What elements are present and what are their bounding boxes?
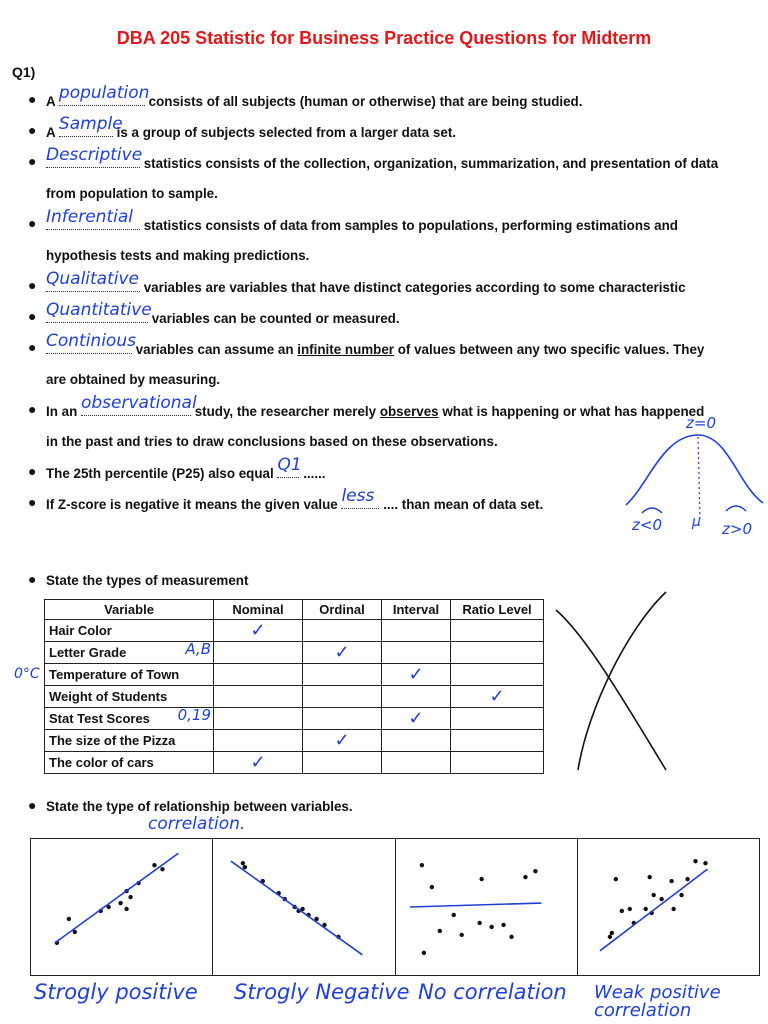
definition-line (46, 114, 456, 140)
line-text: variables can be counted or measured. (151, 311, 400, 326)
line-prefix: If Z-score is negative it means the given value (46, 497, 338, 512)
bullet-dot: ● (28, 215, 37, 231)
checkmark-cell (214, 730, 303, 752)
bell-label-top: z=0 (686, 414, 716, 432)
variable-cell (45, 752, 214, 774)
definition-line (46, 145, 719, 171)
handwritten-answer: Descriptive (46, 145, 143, 165)
variable-name: Stat Test Scores (49, 711, 150, 726)
answer-blank (58, 114, 123, 137)
bullet-dot: ● (28, 122, 37, 138)
handwritten-answer: Qualitative (46, 269, 140, 289)
variable-cell (45, 708, 214, 730)
answer-blank (277, 455, 302, 478)
checkmark-cell (451, 620, 544, 642)
bullet-dot: ● (28, 463, 37, 479)
caption-plot-1: Strogly positive (34, 980, 198, 1004)
variable-name: Weight of Students (49, 689, 168, 704)
line-prefix: A (46, 94, 56, 109)
definition-line (46, 207, 678, 233)
scatter-plot-strong-negative (213, 839, 395, 975)
checkmark-cell: ✓ (214, 620, 303, 642)
bullet-dot: ● (28, 277, 37, 293)
line-text: of values between any two specific values. They (397, 342, 705, 357)
bullet-dot: ● (28, 571, 37, 587)
line-text: from population to sample. (46, 186, 218, 201)
variable-cell (45, 642, 214, 664)
bell-label-mid: μ (692, 514, 701, 530)
definition-line (46, 300, 400, 326)
bell-label-right: z>0 (722, 520, 752, 538)
checkmark-cell: ✓ (451, 686, 544, 708)
checkmark-cell (382, 752, 451, 774)
caption-plot-4: Weak positive correlation (594, 982, 721, 1021)
question-label: Q1) (12, 64, 36, 80)
column-header: Ordinal (303, 600, 382, 620)
handwritten-answer: Q1 (277, 455, 302, 475)
answer-blank (46, 269, 140, 292)
checkmark-cell: ✓ (382, 664, 451, 686)
variable-name: Letter Grade (49, 645, 127, 660)
handwritten-answer: observational (80, 393, 197, 413)
answer-blank (46, 145, 143, 168)
answer-blank (58, 83, 150, 106)
caption-plot-2: Strogly Negative (234, 980, 410, 1004)
definition-line (46, 372, 220, 387)
table-row (45, 620, 544, 642)
handwritten-note: 0,19 (177, 706, 211, 724)
checkmark-cell (382, 620, 451, 642)
scatter-plot-strong-positive (31, 839, 213, 975)
answer-blank (46, 300, 152, 323)
scatter-plot-no-correlation (396, 839, 578, 975)
checkmark-cell (382, 730, 451, 752)
definition-line (46, 186, 218, 201)
handwritten-answer: Inferential (46, 207, 133, 227)
definition-line (46, 248, 309, 263)
checkmark-cell: ✓ (303, 730, 382, 752)
line-text: variables are variables that have distinct categories according to some characteristic (143, 280, 686, 295)
column-header: Interval (382, 600, 451, 620)
checkmark-cell (303, 752, 382, 774)
column-header: Variable (45, 600, 214, 620)
variable-cell (45, 620, 214, 642)
variable-name: The size of the Pizza (49, 733, 176, 748)
bullet-dot: ● (28, 401, 37, 417)
scatter-plot-weak-positive (578, 839, 759, 975)
line-text: study, the researcher merely (194, 404, 377, 419)
answer-blank (341, 486, 379, 509)
line-prefix: The 25th percentile (P25) also equal (46, 466, 274, 481)
table-row (45, 708, 544, 730)
handwritten-answer: Sample (58, 114, 123, 134)
handwritten-answer: Continious (46, 331, 136, 351)
column-header: Ratio Level (451, 600, 544, 620)
definition-line (46, 331, 705, 357)
checkmark-cell (303, 708, 382, 730)
checkmark-cell (451, 730, 544, 752)
handwritten-answer: population (58, 83, 150, 103)
bullet-dot: ● (28, 494, 37, 510)
checkmark-cell: ✓ (214, 752, 303, 774)
checkmark-cell (382, 686, 451, 708)
checkmark-cell (214, 642, 303, 664)
bell-label-left: z<0 (632, 516, 662, 534)
checkmark-cell (214, 686, 303, 708)
definition-line (46, 393, 705, 419)
underlined-phrase: observes (379, 404, 439, 419)
checkmark-cell: ✓ (382, 708, 451, 730)
cross-out-mark (548, 588, 678, 778)
variable-name: Hair Color (49, 623, 112, 638)
column-header: Nominal (214, 600, 303, 620)
checkmark-cell (451, 642, 544, 664)
bullet-dot: ● (28, 91, 37, 107)
line-text: variables can assume an (135, 342, 294, 357)
scatter-plots (30, 838, 760, 976)
checkmark-cell (451, 752, 544, 774)
checkmark-cell (303, 664, 382, 686)
checkmark-cell (214, 708, 303, 730)
line-text: ...... (303, 466, 326, 481)
definition-line (46, 486, 544, 512)
line-prefix: A (46, 125, 56, 140)
table-row (45, 752, 544, 774)
handwritten-correlation: correlation. (148, 814, 246, 834)
caption-plot-3: No correlation (418, 980, 567, 1004)
table-row (45, 642, 544, 664)
answer-blank (46, 207, 140, 230)
variable-cell (45, 686, 214, 708)
definition-line (46, 83, 583, 109)
handwritten-answer: less (341, 486, 375, 506)
checkmark-cell (303, 620, 382, 642)
line-text: consists of all subjects (human or otherwise) that are being studied. (148, 94, 583, 109)
bullet-dot: ● (28, 339, 37, 355)
variable-name: The color of cars (49, 755, 154, 770)
line-text: are obtained by measuring. (46, 372, 221, 387)
variable-cell (45, 730, 214, 752)
measurement-heading: State the types of measurement (46, 573, 249, 588)
temperature-note: 0°C (14, 666, 40, 682)
line-text: what is happening or what has happened (442, 404, 705, 419)
checkmark-cell: ✓ (303, 642, 382, 664)
line-text: statistics consists of the collection, organization, summarization, and presentation of data (143, 156, 719, 171)
checkmark-cell (303, 686, 382, 708)
definition-line (46, 455, 326, 481)
relationship-heading: State the type of relationship between variables. (46, 799, 353, 814)
underlined-phrase: infinite number (297, 342, 394, 357)
line-text: is a group of subjects selected from a larger data set. (116, 125, 456, 140)
definition-line (46, 434, 498, 449)
checkmark-cell (382, 642, 451, 664)
answer-blank (80, 393, 197, 416)
line-text: .... than mean of data set. (383, 497, 544, 512)
document-title: DBA 205 Statistic for Business Practice Questions for Midterm (116, 28, 652, 48)
table-row (45, 686, 544, 708)
table-row (45, 730, 544, 752)
answer-blank (46, 331, 136, 354)
line-text: statistics consists of data from samples to populations, performing estimations and (143, 218, 678, 233)
line-prefix: In an (46, 404, 78, 419)
checkmark-cell (451, 708, 544, 730)
checkmark-cell (451, 664, 544, 686)
table-row (45, 664, 544, 686)
line-text: hypothesis tests and making predictions. (46, 248, 310, 263)
bullet-dot: ● (28, 308, 37, 324)
variable-name: Temperature of Town (49, 667, 180, 682)
bullet-dot: ● (28, 797, 37, 813)
variable-cell (45, 664, 214, 686)
line-text: in the past and tries to draw conclusions based on these observations. (46, 434, 498, 449)
bullet-dot: ● (28, 153, 37, 169)
definition-line (46, 269, 686, 295)
handwritten-note: A,B (185, 640, 211, 658)
handwritten-answer: Quantitative (46, 300, 152, 320)
measurement-table (44, 599, 544, 774)
checkmark-cell (214, 664, 303, 686)
